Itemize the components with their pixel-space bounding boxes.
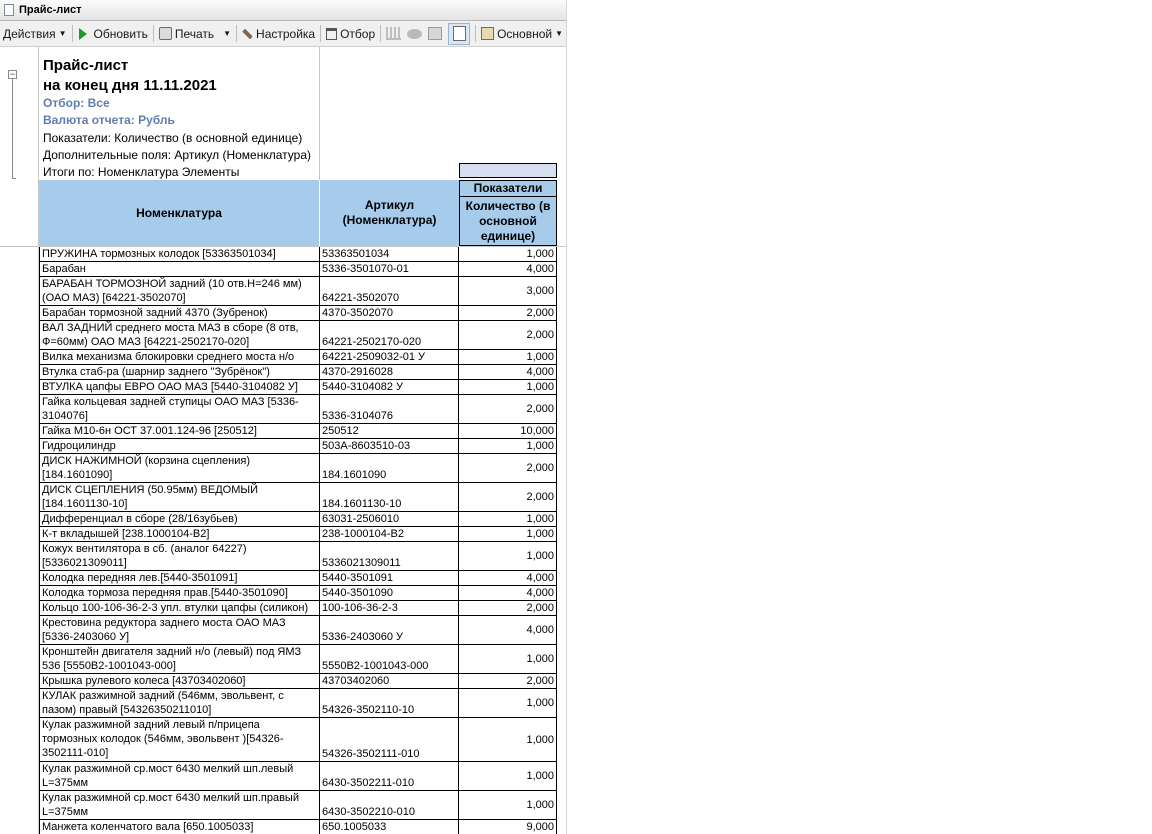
cell-name: ДИСК НАЖИМНОЙ (корзина сцепления) [184.1601090] [39, 454, 320, 483]
cell-article: 184.1601090 [320, 454, 459, 483]
mode-label: Основной [497, 26, 553, 41]
cell-name: КУЛАК разжимной задний (546мм, эвольвент, с пазом) правый [54326350211010] [39, 689, 320, 718]
print-button[interactable] [156, 23, 217, 44]
cell-name: Крышка рулевого колеса [43703402060] [39, 674, 320, 689]
cell-name: ВАЛ ЗАДНИЙ среднего моста МАЗ в сборе (8 отв, Ф=60мм) ОАО МАЗ [64221-2502170-020] [39, 321, 320, 350]
cell-quantity: 2,000 [459, 321, 557, 350]
cell-name: Гайка кольцевая задней ступицы ОАО МАЗ [5336-3104076] [39, 395, 320, 424]
settings-button[interactable] [239, 23, 318, 44]
cell-article: 650.1005033 [320, 820, 459, 834]
cell-name: Крестовина редуктора заднего моста ОАО МАЗ [5336-2403060 У] [39, 616, 320, 645]
cell-quantity: 1,000 [459, 762, 557, 791]
table-row[interactable] [39, 791, 557, 820]
filter-label: Отбор [340, 26, 376, 41]
actions-menu-button[interactable] [0, 23, 70, 44]
cell-article: 5336-2403060 У [320, 616, 459, 645]
cell-article: 64221-2502170-020 [320, 321, 459, 350]
cell-name: БАРАБАН ТОРМОЗНОЙ задний (10 отв.Н=246 мм) (ОАО МАЗ) [64221-3502070] [39, 277, 320, 306]
report-subtitle: на конец дня 11.11.2021 [43, 77, 217, 94]
column-header-indicators: Показатели [459, 180, 557, 197]
table-row[interactable] [39, 601, 557, 616]
table-row[interactable] [39, 380, 557, 395]
dropdown-arrow-icon: ▼ [58, 29, 67, 38]
cell-quantity: 4,000 [459, 262, 557, 277]
table-row[interactable] [39, 820, 557, 834]
mode-icon [481, 27, 494, 40]
cell-name: Кожух вентилятора в сб. (аналог 64227) [5336021309011] [39, 542, 320, 571]
cell-article: 4370-3502070 [320, 306, 459, 321]
report-title: Прайс-лист [43, 57, 129, 74]
cell-article: 4370-2916028 [320, 365, 459, 380]
cell-name: Кулак разжимной задний левый п/прицепа тормозных колодок (546мм, эвольвент )[54326-3502111-010] [39, 718, 320, 762]
cell-article: 64221-2509032-01 У [320, 350, 459, 365]
play-icon [79, 28, 87, 40]
filter-button[interactable] [323, 23, 378, 44]
table-row[interactable] [39, 645, 557, 674]
cell-quantity: 1,000 [459, 791, 557, 820]
cell-article: 238-1000104-В2 [320, 527, 459, 542]
cell-article: 6430-3502211-010 [320, 762, 459, 791]
cell-article: 250512 [320, 424, 459, 439]
cell-name: Кулак разжимной ср.мост 6430 мелкий шп.левый L=375мм [39, 762, 320, 791]
cell-article: 5440-3501090 [320, 586, 459, 601]
toolbar-separator [475, 25, 476, 42]
print-label: Печать [174, 26, 215, 41]
report-view-toggle[interactable] [448, 23, 470, 45]
title-bar [0, 0, 566, 21]
cell-name: ДИСК СЦЕПЛЕНИЯ (50.95мм) ВЕДОМЫЙ [184.1601130-10] [39, 483, 320, 512]
cell-quantity: 1,000 [459, 380, 557, 395]
cell-quantity: 4,000 [459, 365, 557, 380]
table-row[interactable] [39, 350, 557, 365]
toolbar-separator [320, 25, 321, 42]
cell-article: 5550В2-1001043-000 [320, 645, 459, 674]
table-row[interactable] [39, 512, 557, 527]
dropdown-arrow-icon: ▼ [223, 29, 232, 38]
price-table-body [39, 247, 557, 834]
cell-article: 63031-2506010 [320, 512, 459, 527]
cell-quantity: 1,000 [459, 527, 557, 542]
table-row[interactable] [39, 395, 557, 424]
table-row[interactable] [39, 527, 557, 542]
cell-quantity: 2,000 [459, 454, 557, 483]
cell-article: 54326-3502110-10 [320, 689, 459, 718]
dropdown-arrow-icon: ▼ [555, 29, 564, 38]
cell-quantity: 1,000 [459, 439, 557, 454]
print-dropdown-button[interactable] [217, 23, 234, 44]
cell-article: 43703402060 [320, 674, 459, 689]
table-row[interactable] [39, 247, 557, 262]
indicators-info: Показатели: Количество (в основной единице) [43, 131, 303, 145]
filter-icon [326, 28, 337, 40]
cell-quantity: 2,000 [459, 674, 557, 689]
cell-name: Дифференциал в сборе (28/16зубьев) [39, 512, 320, 527]
settings-label: Настройка [256, 26, 316, 41]
document-icon [453, 26, 466, 41]
toolbar [0, 21, 566, 47]
group-line-end [12, 178, 16, 179]
selected-cell[interactable] [459, 163, 557, 178]
cell-quantity: 1,000 [459, 350, 557, 365]
column-header-article: Артикул (Номенклатура) [320, 180, 459, 246]
grid-line [319, 47, 320, 180]
table-row[interactable] [39, 454, 557, 483]
pie-icon[interactable] [407, 29, 422, 39]
tools-icon [242, 28, 253, 39]
cell-quantity: 9,000 [459, 820, 557, 834]
cell-article: 5336-3501070-01 [320, 262, 459, 277]
cell-name: Гидроцилиндр [39, 439, 320, 454]
cell-name: Вилка механизма блокировки среднего моста н/о [39, 350, 320, 365]
table-row[interactable] [39, 674, 557, 689]
cell-article: 184.1601130-10 [320, 483, 459, 512]
cell-article: 100-106-36-2-3 [320, 601, 459, 616]
cell-article: 5336-3104076 [320, 395, 459, 424]
table-row[interactable] [39, 616, 557, 645]
table-row[interactable] [39, 277, 557, 306]
report-window [0, 0, 567, 834]
cell-name: Гайка М10-6н ОСТ 37.001.124-96 [250512] [39, 424, 320, 439]
cell-quantity: 4,000 [459, 586, 557, 601]
table-row[interactable] [39, 762, 557, 791]
gutter-separator [0, 246, 38, 247]
table-icon[interactable] [428, 27, 443, 40]
cell-name: Кулак разжимной ср.мост 6430 мелкий шп.правый L=375мм [39, 791, 320, 820]
cell-name: Кольцо 100-106-36-2-3 упл. втулки цапфы (силикон) [39, 601, 320, 616]
table-row[interactable] [39, 439, 557, 454]
table-row[interactable] [39, 321, 557, 350]
cell-name: Манжета коленчатого вала [650.1005033] [39, 820, 320, 834]
cell-name: ВТУЛКА цапфы ЕВРО ОАО МАЗ [5440-3104082 У] [39, 380, 320, 395]
currency-info: Валюта отчета: Рубль [43, 113, 175, 127]
column-header-quantity: Количество (в основной единице) [459, 197, 557, 246]
collapse-icon[interactable]: − [9, 69, 16, 79]
cell-name: Колодка тормоза передняя прав.[5440-3501090] [39, 586, 320, 601]
table-row[interactable] [39, 483, 557, 512]
cell-quantity: 1,000 [459, 542, 557, 571]
printer-icon [159, 27, 172, 40]
cell-name: ПРУЖИНА тормозных колодок [53363501034] [39, 247, 320, 262]
cell-quantity: 2,000 [459, 306, 557, 321]
cell-quantity: 4,000 [459, 616, 557, 645]
document-icon [4, 4, 14, 16]
extra-fields-info: Дополнительные поля: Артикул (Номенклатура) [43, 148, 311, 162]
table-row[interactable] [39, 718, 557, 762]
table-row[interactable] [39, 542, 557, 571]
cell-name: К-т вкладышей [238.1000104-В2] [39, 527, 320, 542]
cell-quantity: 1,000 [459, 718, 557, 762]
report-area [0, 47, 566, 834]
cell-quantity: 4,000 [459, 571, 557, 586]
refresh-label: Обновить [93, 26, 148, 41]
table-row[interactable] [39, 586, 557, 601]
table-row[interactable] [39, 365, 557, 380]
group-gutter [0, 47, 38, 834]
toolbar-separator [72, 25, 73, 42]
table-row[interactable] [39, 571, 557, 586]
group-line [12, 79, 13, 179]
cell-article: 5336021309011 [320, 542, 459, 571]
cell-article: 64221-3502070 [320, 277, 459, 306]
cell-quantity: 10,000 [459, 424, 557, 439]
chart-icon[interactable] [386, 27, 401, 40]
cell-article: 53363501034 [320, 247, 459, 262]
toolbar-separator [236, 25, 237, 42]
cell-article: 6430-3502210-010 [320, 791, 459, 820]
cell-name: Втулка стаб-ра (шарнир заднего "Зубрёнок") [39, 365, 320, 380]
cell-article: 54326-3502111-010 [320, 718, 459, 762]
cell-name: Барабан тормозной задний 4370 (Зубренок) [39, 306, 320, 321]
table-row[interactable] [39, 424, 557, 439]
cell-article: 5440-3501091 [320, 571, 459, 586]
cell-quantity: 2,000 [459, 601, 557, 616]
cell-quantity: 2,000 [459, 483, 557, 512]
totals-info: Итоги по: Номенклатура Элементы [43, 165, 240, 179]
toolbar-separator [153, 25, 154, 42]
cell-article: 503А-8603510-03 [320, 439, 459, 454]
cell-quantity: 3,000 [459, 277, 557, 306]
cell-quantity: 1,000 [459, 512, 557, 527]
actions-label: Действия [3, 26, 56, 41]
table-row[interactable] [39, 306, 557, 321]
mode-menu-button[interactable] [478, 23, 566, 44]
table-row[interactable] [39, 689, 557, 718]
refresh-button[interactable] [74, 23, 150, 44]
column-header-name: Номенклатура [39, 180, 319, 246]
window-title: Прайс-лист [19, 4, 82, 16]
cell-name: Колодка передняя лев.[5440-3501091] [39, 571, 320, 586]
cell-quantity: 1,000 [459, 689, 557, 718]
table-row[interactable] [39, 262, 557, 277]
cell-quantity: 1,000 [459, 645, 557, 674]
cell-quantity: 2,000 [459, 395, 557, 424]
cell-quantity: 1,000 [459, 247, 557, 262]
cell-name: Барабан [39, 262, 320, 277]
cell-name: Кронштейн двигателя задний н/о (левый) под ЯМЗ 536 [5550В2-1001043-000] [39, 645, 320, 674]
cell-article: 5440-3104082 У [320, 380, 459, 395]
toolbar-separator [380, 25, 381, 42]
filter-info: Отбор: Все [43, 96, 110, 110]
